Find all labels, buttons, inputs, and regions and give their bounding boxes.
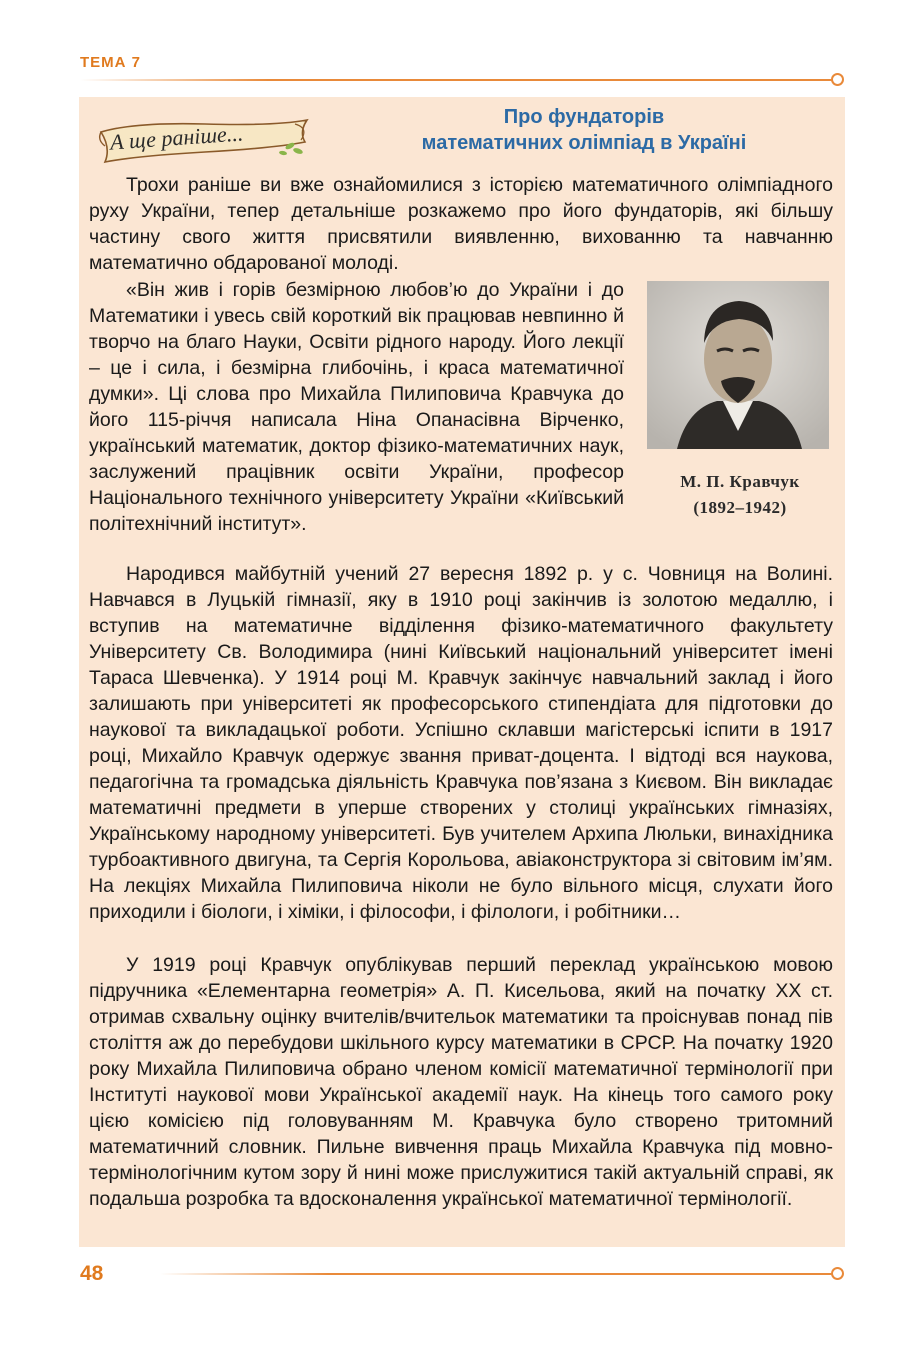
portrait-caption-years: (1892–1942) — [693, 498, 787, 517]
page-number: 48 — [80, 1262, 104, 1285]
portrait-caption — [640, 469, 840, 521]
topic-label: ТЕМА 7 — [80, 54, 142, 71]
box-title — [340, 104, 828, 156]
paragraph-biography: Народився майбутній учений 27 вересня 1892 р. у с. Човниця на Волині. Навчався в Луцькій гімназії, яку в 1910 році закінчив із золотою медаллю, і вступив на математичне відділення фізико-математичного факультету Університету Св. Володимира (нині Київський національний університет імені Тараса Шевченка). У 1914 році М. Кравчук закінчує навчальний заклад і його залишають при університеті як професорського стипендіата для підготовки до наукової та викладацької роботи. Успішно склавши магістерські іспити в 1917 році, Михайло Кравчук одержує звання приват-доцента. І відтоді вся наукова, педагогічна та громадська діяльність Кравчука пов’язана з Києвом. Він викладає математичні предмети в уперше створених у столиці українських гімназіях, Українському народному університеті. Був учителем Архипа Люльки, винахідника турбоактивного двигуна, та Сергія Корольова, авіаконструктора зі світовим ім’ям. На лекціях Михайла Пилиповича ніколи не було вільного місця, слухати його приходили і біологи, і хіміки, і філософи, і філологи, і робітники… — [89, 563, 833, 923]
footer-rule-end-circle — [831, 1267, 844, 1280]
section-badge: А ще раніше... — [109, 120, 244, 155]
header-rule-end-circle — [831, 73, 844, 86]
paragraph-quote: «Він жив і горів безмірною любов’ю до України і до Математики і увесь свій короткий вік працював невпинно й творчо на благо Науки, Освіти рідного народу. Його лекції – це і сила, і безмірна глибочінь, і краса математичної думки». Ці слова про Михайла Пилиповича Кравчука до його 115-річчя написала Ніна Опанасівна Вірченко, український математик, доктор фізико-математичних наук, заслужений працівник освіти України, професор Національного технічного університету України «Київський політехнічний інститут». — [89, 279, 624, 535]
paragraph-terminology: У 1919 році Кравчук опублікував перший переклад українською мовою підручника «Елементарна геометрія» А. П. Кисельова, який на початку ХХ ст. отримав схвальну оцінку вчителів/вчительок математики та проіснував понад пів століття аж до перебудови шкільного курсу математики в СРСР. На початку 1920 року Михайла Пилиповича обрано членом комісії математичної термінології при Інституті наукової мови Української академії наук. На кінець того самого року цією комісією під головуванням М. Кравчука було створено тритомний математичний словник. Пильне вивчення праць Михайла Кравчука під мовно-термінологічним кутом зору й нині може прислужитися такій актуальній справі, як подальша розробка та вдосконалення української математичної термінології. — [89, 954, 833, 1210]
paragraph-intro: Трохи раніше ви вже ознайомилися з історією математичного олімпіадного руху України, тепер детальніше розкажемо про його фундаторів, які більшу частину свого життя присвятили виявленню, вихованню та навчанню математично обдарованої молоді. — [89, 174, 833, 274]
box-title-line-2: математичних олімпіад в Україні — [421, 132, 747, 154]
header-rule — [80, 79, 832, 81]
portrait-illustration — [647, 281, 829, 449]
footer-rule — [160, 1273, 832, 1275]
portrait-caption-name: М. П. Кравчук — [680, 472, 800, 491]
box-title-line-1: Про фундаторів — [503, 106, 665, 128]
portrait-photo — [647, 281, 829, 449]
